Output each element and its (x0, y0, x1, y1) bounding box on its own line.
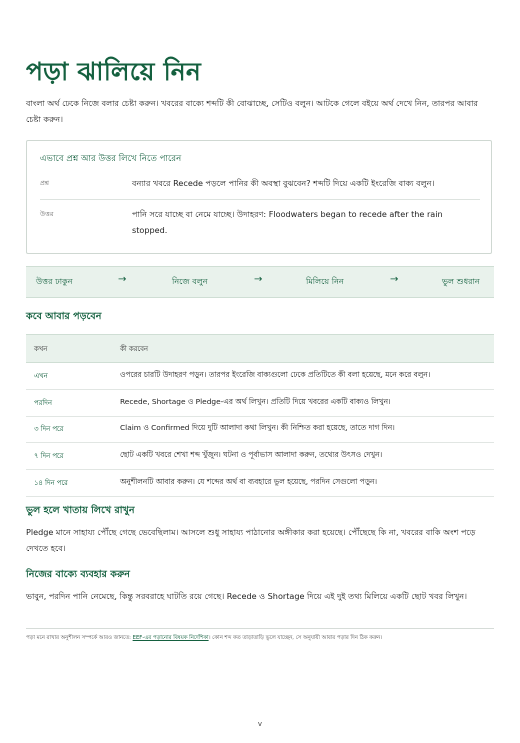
answer-label: উত্তর (40, 210, 54, 218)
question-label: প্রশ্ন (40, 179, 50, 187)
table-row (26, 416, 494, 443)
answer-text: পানি সরে যাচ্ছে বা নেমে যাচ্ছে। উদাহরণ: Floodwaters began to recede after the rain stopped. (132, 209, 443, 235)
step-compare: মিলিয়ে নিন (306, 276, 344, 286)
review-schedule-table (26, 334, 494, 497)
row-when: ৭ দিন পরে (26, 443, 112, 470)
review-steps-bar (26, 266, 494, 298)
footnote (26, 628, 494, 643)
intro-paragraph: বাংলা অর্থ ঢেকে নিজে বলার চেষ্টা করুন। খবরের বাক্যে শব্দটি কী বোঝাচ্ছে, সেটিও বলুন। আটকে গেলে বইয়ে অর্থ দেখে নিন, তারপর আবার চেষ্টা করুন। (26, 98, 478, 124)
arrow-icon: → (118, 274, 127, 285)
row-when: ৩ দিন পরে (26, 416, 112, 443)
step-cover-answer: উত্তর ঢাকুন (36, 276, 73, 286)
table-row (26, 470, 494, 497)
row-what: ওপরের চারটি উদাহরণ পড়ুন। তারপর ইংরেজি বাক্যগুলো ঢেকে প্রতিটিতে কী বলা হয়েছে, মনে করে বলুন। (112, 363, 494, 390)
arrow-icon: → (390, 274, 399, 285)
mistakes-paragraph: Pledge মানে সাহায্য পৌঁছে গেছে ভেবেছিলাম। আসলে শুধু সাহায্য পাঠানোর অঙ্গীকার করা হয়েছে। পৌঁছেছে কি না, খবরের বাকি অংশ পড়ে দেখতে হবে। (26, 527, 476, 553)
page-number: v (257, 720, 263, 728)
column-when: কখন (26, 335, 112, 363)
table-header-row (26, 335, 494, 363)
footnote-text-pre: পড়া মনে রাখার অনুশীলন সম্পর্কে আরও জানতে: (26, 635, 133, 641)
step-say-yourself: নিজে বলুন (172, 276, 208, 286)
row-when: পরদিন (26, 389, 112, 416)
arrow-icon: → (254, 274, 263, 285)
row-when: ১৪ দিন পরে (26, 470, 112, 497)
qa-example-card (26, 140, 492, 254)
table-row (26, 443, 494, 470)
question-text: বন্যার খবরে Recede পড়লে পানির কী অবস্থা বুঝবেন? শব্দটি দিয়ে একটি ইংরেজি বাক্য বলুন। (132, 178, 435, 188)
qa-divider (40, 199, 480, 200)
row-what: Recede, Shortage ও Pledge-এর অর্থ লিখুন। প্রতিটি দিয়ে খবরের একটি বাক্যও লিখুন। (112, 389, 494, 416)
row-what: ছোট একটি খবরে শেখা শব্দ খুঁজুন। ঘটনা ও পূর্বাভাস আলাদা করুন, তথ্যের উৎসও দেখুন। (112, 443, 494, 470)
table-row (26, 363, 494, 390)
schedule-heading: কবে আবার পড়বেন (26, 311, 102, 322)
own-sentence-heading: নিজের বাক্যে ব্যবহার করুন (26, 569, 131, 580)
footnote-link[interactable]: EEF-এর পড়ানোর বিষয়ক নির্দেশিকা (132, 635, 209, 641)
footnote-text-post: । কোন শব্দ কত তাড়াতাড়ি ভুলে যাচ্ছেন, সে অনুযায়ী আবার পড়ার দিন ঠিক করুন। (208, 635, 383, 641)
own-sentence-paragraph: ভাবুন, পরদিন পানি নেমেছে, কিন্তু সরবরাহে ঘাটতি রয়ে গেছে। Recede ও Shortage দিয়ে এই দুই তথ্য মিলিয়ে একটি ছোট খবর লিখুন। (26, 591, 468, 601)
page-title: পড়া ঝালিয়ে নিন (26, 57, 201, 86)
mistakes-heading: ভুল হলে খাতায় লিখে রাখুন (26, 505, 135, 516)
row-when: এখন (26, 363, 112, 390)
column-what: কী করবেন (112, 335, 494, 363)
table-row (26, 389, 494, 416)
row-what: Claim ও Confirmed দিয়ে দুটি আলাদা কথা লিখুন। কী নিশ্চিত করা হয়েছে, তাতে দাগ দিন। (112, 416, 494, 443)
qa-card-title: এভাবে প্রশ্ন আর উত্তর লিখে নিতে পারেন (40, 154, 182, 164)
step-fix-mistakes: ভুল শুধরান (442, 276, 480, 286)
row-what: অনুশীলনটি আবার করুন। যে শব্দের অর্থ বা ব্যবহারে ভুল হয়েছে, পরদিন সেগুলো পড়ুন। (112, 470, 494, 497)
